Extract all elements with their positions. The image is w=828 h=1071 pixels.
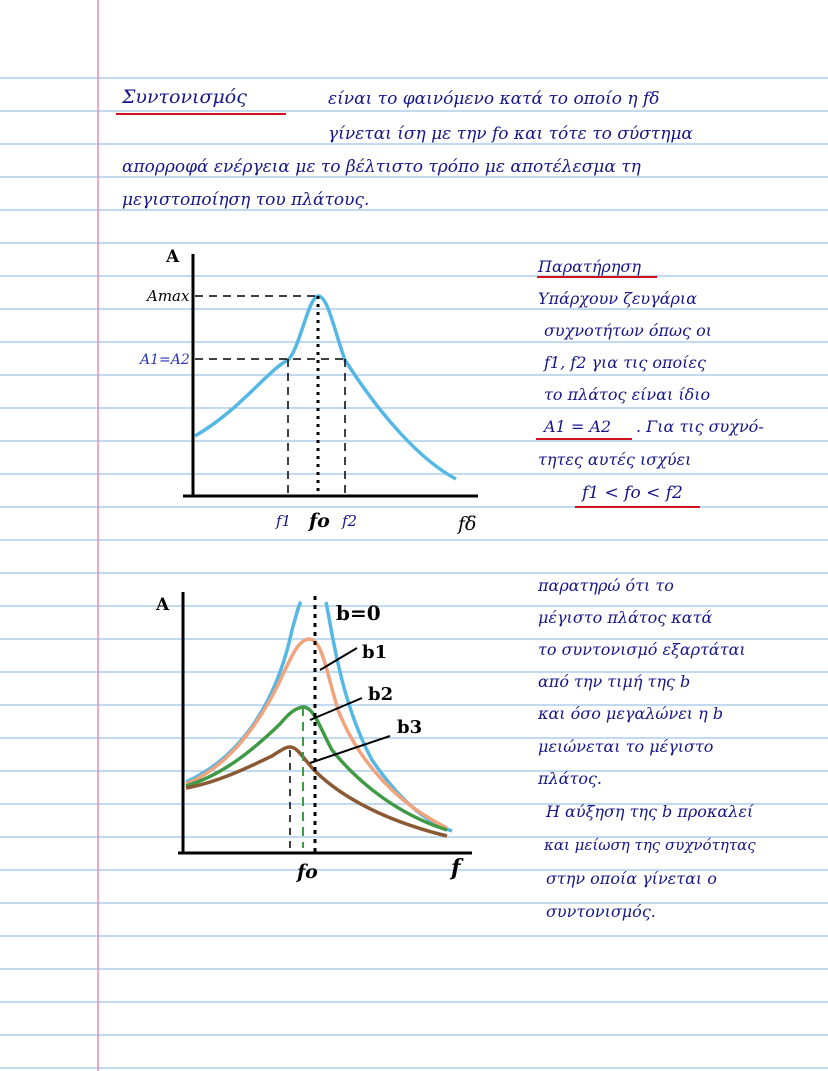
resonance-graph-2	[0, 590, 500, 890]
note1-line: το πλάτος είναι ίδιο	[544, 385, 711, 404]
note1-title: Παρατήρηση	[538, 257, 641, 276]
pointer-b3	[310, 736, 390, 763]
amax-label: Amax	[147, 287, 190, 305]
graph1-x-label: fδ	[458, 513, 477, 535]
label-b1: b1	[362, 642, 388, 663]
note2-line: και όσο μεγαλώνει η b	[538, 704, 724, 723]
note2-line: το συντονισμό εξαρτάται	[538, 640, 746, 659]
definition-term: Συντονισμός	[122, 86, 247, 108]
note1-equality-tail: . Για τις συχνό-	[636, 417, 764, 436]
definition-line-2: γίνεται ίση με την fo και τότε το σύστημα	[328, 124, 693, 144]
definition-line-3: απορροφά ενέργεια με το βέλτιστο τρόπο με αποτέλεσμα τη	[122, 157, 641, 177]
note2-line: παρατηρώ ότι το	[538, 576, 674, 595]
inequality-underline	[575, 506, 700, 508]
note1-line: Υπάρχουν ζευγάρια	[538, 289, 697, 308]
definition-line-4: μεγιστοποίηση του πλάτους.	[122, 190, 370, 210]
note1-title-underline	[537, 276, 657, 278]
graph1-resonance-curve	[195, 296, 456, 479]
note1-line-6: τητες αυτές ισχύει	[538, 450, 692, 469]
label-b0: b=0	[336, 601, 381, 625]
note1-equality-amplitudes: A1 = A2	[544, 417, 612, 436]
term-underline	[116, 113, 286, 115]
graph2-y-label: A	[156, 595, 170, 615]
equality-underline	[536, 438, 632, 440]
note2-line: Η αύξηση της b προκαλεί	[546, 802, 754, 821]
graph2-x-label: f	[451, 855, 461, 881]
resonance-graph-1	[0, 240, 500, 540]
label-b3: b3	[397, 717, 423, 738]
graph2-f0-label: fo	[297, 861, 318, 883]
note2-line: στην οποία γίνεται ο	[546, 869, 717, 888]
a12-label: A1=A2	[140, 352, 190, 368]
note1-line: συχνοτήτων όπως οι	[544, 321, 712, 340]
note2-line: μέγιστο πλάτος κατά	[538, 608, 713, 627]
label-b2: b2	[368, 684, 394, 705]
f0-label: fo	[309, 510, 330, 532]
note2-line: και μείωση της συχνότητας	[544, 836, 756, 854]
note2-line: από την τιμή της b	[538, 672, 691, 691]
note1-inequality: f1 < fo < f2	[582, 483, 683, 503]
graph1-y-label: A	[166, 247, 180, 267]
f1-label: f1	[276, 512, 292, 530]
definition-line-1: είναι το φαινόμενο κατά το οποίο η fδ	[328, 89, 660, 109]
note2-line: μειώνεται το μέγιστο	[538, 737, 714, 756]
note1-line: f1, f2 για τις οποίες	[544, 353, 706, 372]
note2-line: συντονισμός.	[546, 902, 656, 921]
f2-label: f2	[342, 512, 358, 530]
note2-line: πλάτος.	[538, 769, 602, 788]
